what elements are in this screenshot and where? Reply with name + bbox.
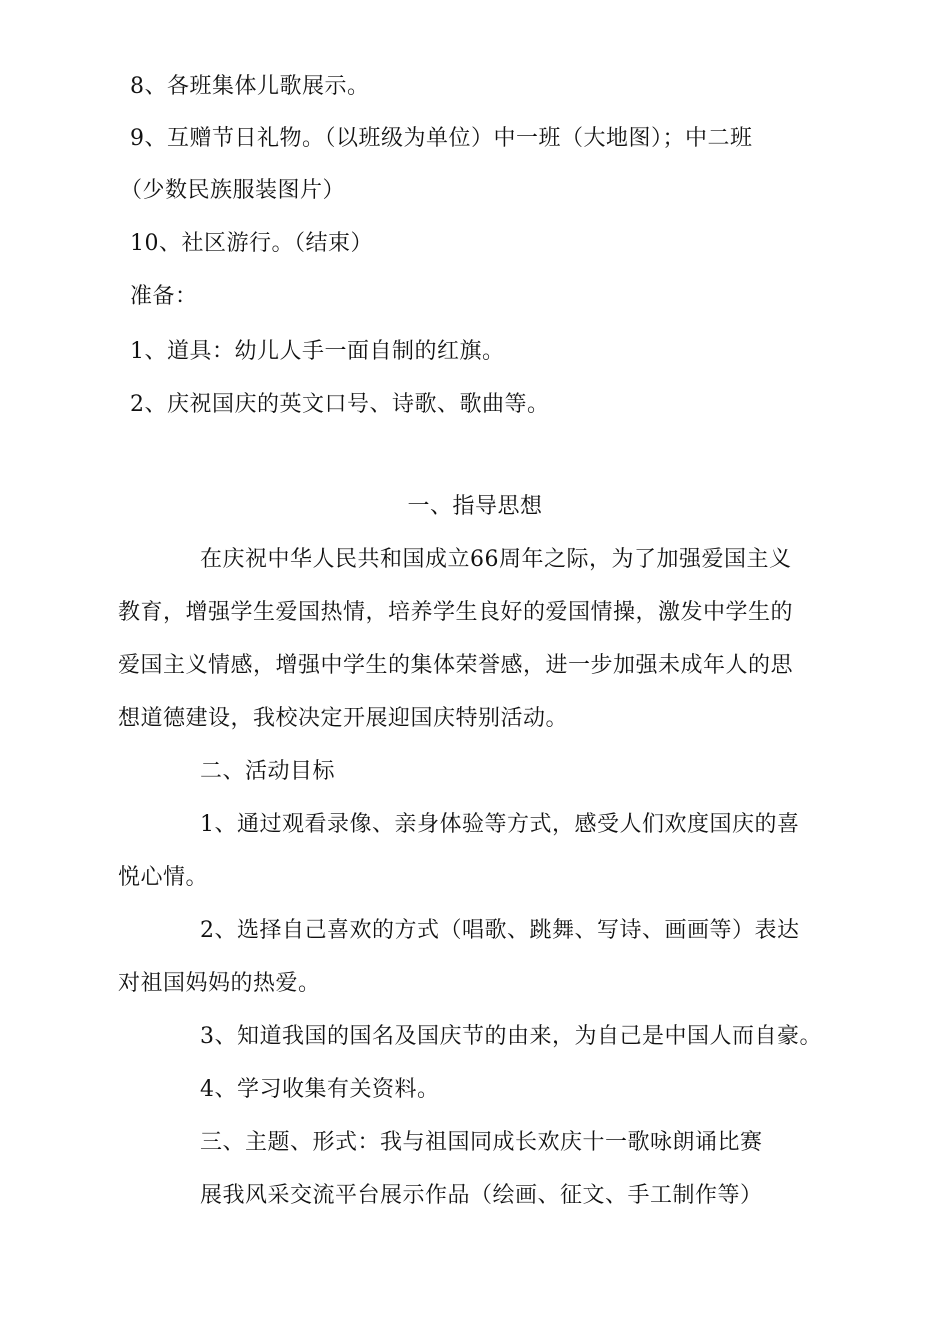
section-1-line-3: 爱国主义情感，增强中学生的集体荣誉感，进一步加强未成年人的思	[118, 653, 794, 678]
list-item-10: 10、社区游行。（结束）	[130, 231, 373, 256]
prep-item-2: 2、庆祝国庆的英文口号、诗歌、歌曲等。	[130, 392, 550, 417]
goal-1-line-1: 1、通过观看录像、亲身体验等方式，感受人们欢度国庆的喜	[200, 812, 800, 837]
list-item-8: 8、各班集体儿歌展示。	[130, 74, 370, 99]
prep-heading: 准备：	[130, 284, 198, 309]
goal-4: 4、学习收集有关资料。	[200, 1077, 440, 1102]
section-2-heading: 二、活动目标	[200, 759, 336, 784]
section-1-line-2: 教育，增强学生爱国热情，培养学生良好的爱国情操，激发中学生的	[118, 600, 794, 625]
goal-2-line-1: 2、选择自己喜欢的方式（唱歌、跳舞、写诗、画画等）表达	[200, 918, 800, 943]
goal-3: 3、知道我国的国名及国庆节的由来，为自己是中国人而自豪。	[200, 1024, 822, 1049]
section-3-line-2: 展我风采交流平台展示作品（绘画、征文、手工制作等）	[200, 1183, 763, 1208]
section-1-heading: 一、指导思想	[407, 494, 543, 519]
section-1-line-4: 想道德建设，我校决定开展迎国庆特别活动。	[118, 706, 569, 731]
goal-2-line-2: 对祖国妈妈的热爱。	[118, 971, 321, 996]
section-3-line-1: 三、主题、形式：我与祖国同成长欢庆十一歌咏朗诵比赛	[200, 1130, 763, 1155]
list-item-9-continued: （少数民族服装图片）	[120, 178, 346, 203]
list-item-9: 9、互赠节日礼物。（以班级为单位）中一班（大地图）；中二班	[130, 126, 753, 151]
goal-1-line-2: 悦心情。	[118, 865, 209, 890]
section-1-line-1: 在庆祝中华人民共和国成立66周年之际，为了加强爱国主义	[200, 547, 792, 572]
prep-item-1: 1、道具：幼儿人手一面自制的红旗。	[130, 339, 505, 364]
